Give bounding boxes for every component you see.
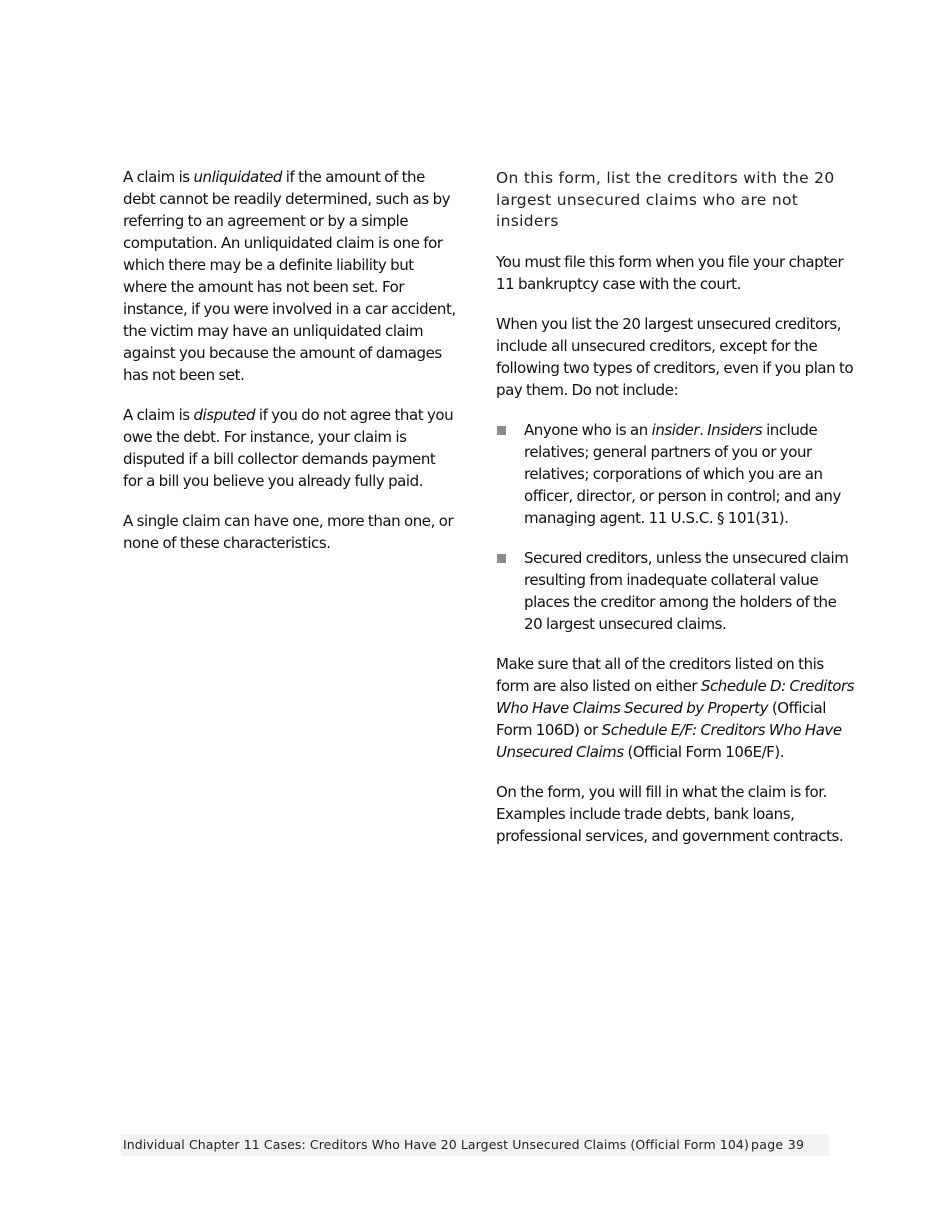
exclusions-intro-paragraph: When you list the 20 largest unsecured creditors, include all unsecured creditors, except for the following two types of creditors, even if you plan to pay them. Do not include: xyxy=(496,314,854,399)
text-span: . xyxy=(699,420,708,439)
footer-title: Individual Chapter 11 Cases: Creditors Who Have 20 Largest Unsecured Claims (Official Form 104) xyxy=(123,1137,749,1152)
text-span: A claim is xyxy=(123,406,194,424)
text-span: Anyone who is an xyxy=(524,420,652,439)
claim-examples-paragraph: On the form, you will fill in what the claim is for. Examples include trade debts, bank loans, professional services, and government contracts. xyxy=(496,782,844,845)
characteristics-paragraph: A single claim can have one, more than one, or none of these characteristics. xyxy=(123,512,454,552)
text-span: Secured creditors, unless the unsecured claim resulting from inadequate collateral value places the creditor among the holders of the 20 largest unsecured claims. xyxy=(524,548,849,633)
text-span: include relatives; general partners of you or your relatives; corporations of which you are an officer, director, or person in control; and any managing agent. 11 U.S.C. § 101(31). xyxy=(524,420,841,527)
unliquidated-paragraph xyxy=(123,166,458,386)
page-number: page 39 xyxy=(751,1137,805,1152)
list-item-insiders xyxy=(496,419,856,529)
term-unliquidated: unliquidated xyxy=(193,168,282,186)
term-insider: insider xyxy=(651,420,700,439)
text-span: Make sure that all of the creditors listed on this form are also listed on either xyxy=(496,654,824,695)
section-heading: On this form, list the creditors with the 20 largest unsecured claims who are not insiders xyxy=(496,169,835,230)
text-span: A claim is xyxy=(123,168,194,186)
list-item-secured-creditors xyxy=(496,547,856,635)
text-span: (Official Form 106E/F). xyxy=(623,742,785,761)
page-footer xyxy=(121,1134,829,1156)
left-column xyxy=(123,166,458,572)
text-span: if the amount of the debt cannot be readily determined, such as by referring to an agreement or by a simple computation. An unliquidated claim is one for which there may be a definite liability but where the amount has not been set. For instance, if you were involved in a car accident, the victim may have an unliquidated claim against you because the amount of damages has not been set. xyxy=(123,168,456,384)
schedules-paragraph xyxy=(496,653,856,763)
schedule-d-title: Schedule D: Creditors Who Have Claims Secured by Property xyxy=(496,676,855,717)
disputed-paragraph xyxy=(123,404,458,492)
exclusions-list xyxy=(496,419,856,635)
schedule-ef-title: Schedule E/F: Creditors Who Have Unsecured Claims xyxy=(496,720,842,761)
square-bullet-icon xyxy=(497,426,506,435)
text-span: (Official Form 106D) or xyxy=(496,698,826,739)
right-column xyxy=(496,166,856,865)
text-span: if you do not agree that you owe the debt. For instance, your claim is disputed if a bill collector demands payment for a bill you believe you already fully paid. xyxy=(123,406,454,490)
square-bullet-icon xyxy=(497,554,506,563)
filing-paragraph: You must file this form when you file your chapter 11 bankruptcy case with the court. xyxy=(496,252,844,293)
term-disputed: disputed xyxy=(193,406,256,424)
term-insiders: Insiders xyxy=(707,420,763,439)
